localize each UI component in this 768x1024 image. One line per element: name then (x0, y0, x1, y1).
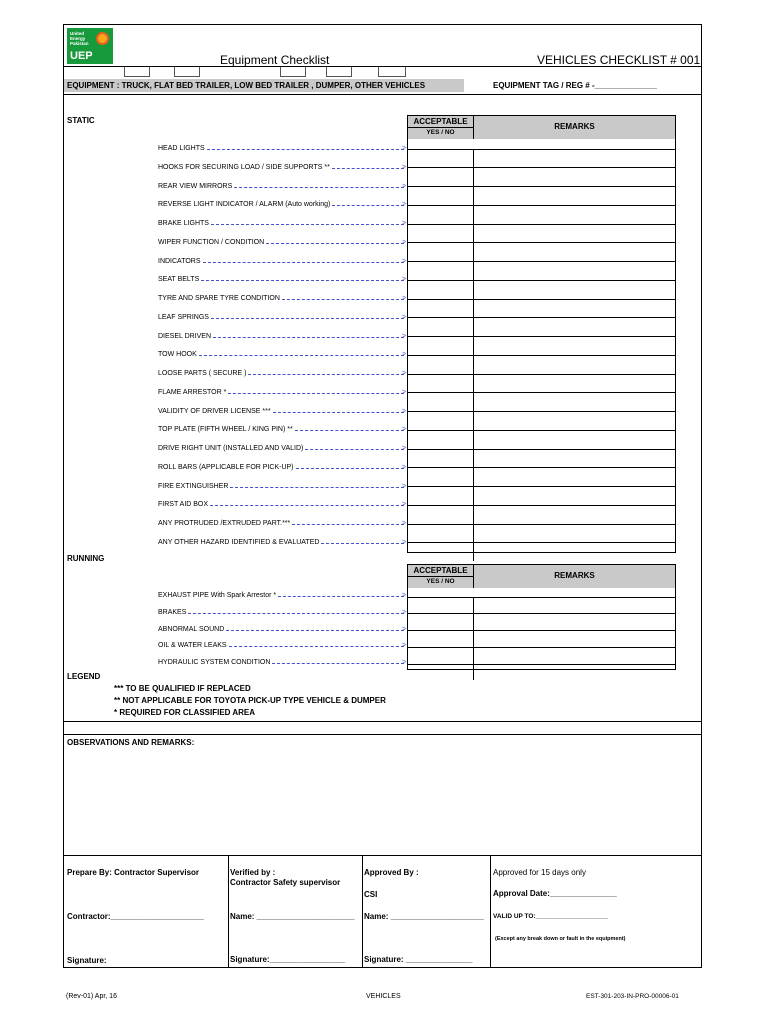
arrow-right-icon: > (402, 625, 407, 633)
legend-label: LEGEND (67, 672, 101, 681)
acceptable-cell[interactable] (408, 149, 474, 168)
running-yesno-header: YES / NO (408, 577, 474, 588)
static-section-label: STATIC (67, 116, 95, 125)
observations-divider (63, 734, 702, 735)
checklist-item-label: FLAME ARRESTOR * (158, 388, 227, 396)
checklist-item-label: EXHAUST PIPE With Spark Arrestor * (158, 592, 277, 599)
acceptable-cell[interactable] (408, 280, 474, 299)
acceptable-cell[interactable] (408, 664, 474, 681)
acceptable-cell[interactable] (408, 317, 474, 336)
acceptable-cell[interactable] (408, 647, 474, 664)
checklist-item-label: VALIDITY OF DRIVER LICENSE *** (158, 407, 271, 415)
remarks-cell[interactable] (475, 224, 675, 243)
acceptable-cell[interactable] (408, 205, 474, 224)
running-remarks-header: REMARKS (474, 565, 675, 588)
static-acceptable-header: ACCEPTABLE (408, 116, 474, 128)
leader-line (273, 412, 404, 413)
acceptable-cell[interactable] (408, 186, 474, 205)
csi-label: CSI (364, 890, 378, 899)
leader-line (234, 187, 404, 188)
signoff-divider (362, 855, 363, 968)
remarks-cell[interactable] (475, 261, 675, 280)
verified-by-label: Verified by : (230, 868, 276, 877)
arrow-right-icon: > (402, 592, 407, 599)
leader-line (203, 262, 404, 263)
checklist-item-label: REAR VIEW MIRRORS (158, 182, 233, 190)
leader-line (211, 224, 404, 225)
leader-line (296, 468, 404, 469)
acceptable-cell[interactable] (408, 242, 474, 261)
acceptable-cell[interactable] (408, 467, 474, 486)
checklist-number: VEHICLES CHECKLIST # 001 (537, 53, 701, 67)
leader-line (213, 337, 404, 338)
arrow-right-icon: > (402, 388, 407, 396)
leader-line (292, 524, 404, 525)
leader-line (278, 596, 404, 597)
name-field-1[interactable]: Name: ______________________ (230, 912, 355, 921)
acceptable-cell[interactable] (408, 597, 474, 614)
remarks-cell[interactable] (475, 647, 675, 664)
leader-line (305, 449, 404, 450)
remarks-cell[interactable] (475, 449, 675, 468)
remarks-cell[interactable] (475, 613, 675, 630)
arrow-right-icon: > (402, 407, 407, 415)
arrow-right-icon: > (402, 332, 407, 340)
legend-item: * REQUIRED FOR CLASSIFIED AREA (114, 708, 256, 717)
logo-company-text: United Energy Pakistan (70, 31, 89, 46)
remarks-cell[interactable] (475, 355, 675, 374)
header-tab (174, 67, 200, 77)
sun-icon (96, 32, 109, 45)
running-section-label: RUNNING (67, 554, 105, 563)
document-code: EST-301-203-IN-PRO-00006-01 (586, 993, 679, 1000)
acceptable-cell[interactable] (408, 224, 474, 243)
header-tab (326, 67, 352, 77)
checklist-item-label: HYDRAULIC SYSTEM CONDITION (158, 659, 271, 666)
remarks-cell[interactable] (475, 430, 675, 449)
acceptable-cell[interactable] (408, 524, 474, 543)
acceptable-cell[interactable] (408, 542, 474, 561)
checklist-item-label: ANY OTHER HAZARD IDENTIFIED & EVALUATED (158, 538, 320, 546)
header-tab (280, 67, 306, 77)
remarks-cell[interactable] (475, 336, 675, 355)
approval-period: Approved for 15 days only (493, 868, 586, 877)
acceptable-cell[interactable] (408, 505, 474, 524)
acceptable-cell[interactable] (408, 355, 474, 374)
remarks-cell[interactable] (475, 280, 675, 299)
signoff-top-border (63, 855, 702, 856)
leader-line (207, 149, 404, 150)
legend-divider (63, 721, 702, 722)
arrow-right-icon: > (402, 295, 407, 302)
arrow-right-icon: > (402, 351, 407, 359)
running-acceptable-header: ACCEPTABLE (408, 565, 474, 577)
acceptable-cell[interactable] (408, 374, 474, 393)
equipment-divider (63, 94, 702, 95)
arrow-right-icon: > (402, 445, 407, 452)
acceptable-cell[interactable] (408, 486, 474, 505)
checklist-item-label: DRIVE RIGHT UNIT (INSTALLED AND VALID) (158, 445, 304, 452)
arrow-right-icon: > (402, 145, 407, 152)
arrow-right-icon: > (402, 163, 407, 171)
revision-label: (Rev-01) Apr, 16 (66, 993, 117, 1000)
legend-item: *** TO BE QUALIFIED IF REPLACED (114, 684, 251, 693)
leader-line (272, 663, 404, 664)
arrow-right-icon: > (402, 608, 407, 616)
verified-role: Contractor Safety supervisor (230, 878, 341, 887)
arrow-right-icon: > (402, 642, 407, 650)
leader-line (188, 613, 404, 614)
form-title: Equipment Checklist (220, 53, 330, 67)
observations-label: OBSERVATIONS AND REMARKS: (67, 738, 195, 747)
arrow-right-icon: > (402, 520, 407, 527)
leader-line (248, 374, 404, 375)
equipment-tag-field[interactable]: EQUIPMENT TAG / REG # -______________ (493, 81, 657, 90)
remarks-cell[interactable] (475, 630, 675, 647)
checklist-item-label: OIL & WATER LEAKS (158, 642, 227, 650)
checklist-item-label: TOW HOOK (158, 351, 197, 359)
contractor-field[interactable]: Contractor:_____________________ (67, 912, 204, 921)
acceptable-cell[interactable] (408, 613, 474, 630)
arrow-right-icon: > (402, 201, 407, 209)
uep-logo (67, 28, 113, 64)
signoff-divider (490, 855, 491, 968)
arrow-right-icon: > (402, 257, 407, 265)
legend-item: ** NOT APPLICABLE FOR TOYOTA PICK-UP TYPE VEHICLE & DUMPER (114, 696, 386, 705)
remarks-cell[interactable] (475, 542, 675, 561)
valid-up-to-field[interactable]: VALID UP TO:____________________ (493, 913, 608, 920)
acceptable-cell[interactable] (408, 336, 474, 355)
acceptable-cell[interactable] (408, 261, 474, 280)
arrow-right-icon: > (402, 463, 407, 471)
signature-field-1[interactable]: Signature: (67, 956, 107, 965)
acceptable-cell[interactable] (408, 392, 474, 411)
checklist-item-label: BRAKES (158, 608, 187, 616)
acceptable-cell[interactable] (408, 411, 474, 430)
leader-line (295, 430, 404, 431)
checklist-item-label: TYRE AND SPARE TYRE CONDITION (158, 295, 280, 302)
remarks-cell[interactable] (475, 374, 675, 393)
arrow-right-icon: > (402, 182, 407, 190)
signature-field-3[interactable]: Signature: _______________ (364, 955, 473, 964)
arrow-right-icon: > (402, 238, 407, 246)
arrow-right-icon: > (402, 220, 407, 227)
checklist-item-label: TOP PLATE (FIFTH WHEEL / KING PIN) ** (158, 426, 293, 434)
acceptable-cell[interactable] (408, 299, 474, 318)
approval-date-field[interactable]: Approval Date:_______________ (493, 889, 617, 898)
remarks-cell[interactable] (475, 299, 675, 318)
leader-line (211, 318, 404, 319)
checklist-item-label: FIRST AID BOX (158, 501, 209, 509)
remarks-cell[interactable] (475, 317, 675, 336)
leader-line (230, 487, 404, 488)
leader-line (226, 630, 404, 631)
checklist-item-label: HOOKS FOR SECURING LOAD / SIDE SUPPORTS ** (158, 163, 330, 171)
leader-line (228, 393, 404, 394)
checklist-item-label: ROLL BARS (APPLICABLE FOR PICK-UP) (158, 463, 294, 471)
observations-area[interactable] (66, 750, 699, 852)
arrow-right-icon: > (402, 482, 407, 490)
checklist-item-label: LEAF SPRINGS (158, 313, 209, 321)
remarks-cell[interactable] (475, 486, 675, 505)
leader-line (332, 205, 404, 206)
remarks-cell[interactable] (475, 167, 675, 186)
remarks-cell[interactable] (475, 664, 675, 681)
running-table (407, 564, 676, 670)
checklist-item-label: HEAD LIGHTS (158, 145, 205, 152)
arrow-right-icon: > (402, 370, 407, 377)
header-tab (124, 67, 150, 77)
equipment-types: EQUIPMENT : TRUCK, FLAT BED TRAILER, LOW BED TRAILER , DUMPER, OTHER VEHICLES (64, 79, 464, 92)
leader-line (201, 280, 404, 281)
arrow-right-icon: > (402, 426, 407, 434)
acceptable-cell[interactable] (408, 430, 474, 449)
checklist-item-label: LOOSE PARTS ( SECURE ) (158, 370, 247, 377)
static-remarks-header: REMARKS (474, 116, 675, 139)
approval-exception-note: (Except any break down or fault in the equipment) (495, 936, 626, 942)
arrow-right-icon: > (402, 276, 407, 284)
remarks-cell[interactable] (475, 505, 675, 524)
leader-line (321, 543, 404, 544)
leader-line (332, 168, 404, 169)
leader-line (210, 505, 404, 506)
leader-line (282, 299, 404, 300)
footer-center-label: VEHICLES (366, 993, 401, 1000)
leader-line (199, 355, 404, 356)
remarks-cell[interactable] (475, 242, 675, 261)
logo-uep-text: UEP (70, 50, 93, 62)
remarks-cell[interactable] (475, 524, 675, 543)
remarks-cell[interactable] (475, 186, 675, 205)
arrow-right-icon: > (402, 538, 407, 546)
header-tab (378, 67, 406, 77)
arrow-right-icon: > (402, 313, 407, 321)
approved-by-label: Approved By : (364, 868, 419, 877)
acceptable-cell[interactable] (408, 449, 474, 468)
signature-field-2[interactable]: Signature:_________________ (230, 955, 346, 964)
checklist-item-label: INDICATORS (158, 257, 201, 265)
remarks-cell[interactable] (475, 597, 675, 614)
acceptable-cell[interactable] (408, 630, 474, 647)
remarks-cell[interactable] (475, 411, 675, 430)
arrow-right-icon: > (402, 659, 407, 666)
leader-line (266, 243, 404, 244)
remarks-cell[interactable] (475, 392, 675, 411)
acceptable-cell[interactable] (408, 167, 474, 186)
checklist-item-label: ABNORMAL SOUND (158, 625, 225, 633)
checklist-item-label: ANY PROTRUDED /EXTRUDED PART.*** (158, 520, 291, 527)
remarks-cell[interactable] (475, 149, 675, 168)
signoff-divider (228, 855, 229, 968)
checklist-item-label: DIESEL DRIVEN (158, 332, 212, 340)
name-field-2[interactable]: Name: _____________________ (364, 912, 485, 921)
remarks-cell[interactable] (475, 467, 675, 486)
static-yesno-header: YES / NO (408, 128, 474, 139)
prepared-by-label: Prepare By: Contractor Supervisor (67, 868, 200, 877)
checklist-item-label: SEAT BELTS (158, 276, 200, 284)
checklist-item-label: BRAKE LIGHTS (158, 220, 209, 227)
leader-line (229, 646, 404, 647)
checklist-item-label: FIRE EXTINGUISHER (158, 482, 229, 490)
arrow-right-icon: > (402, 501, 407, 509)
remarks-cell[interactable] (475, 205, 675, 224)
static-table (407, 115, 676, 553)
checklist-item-label: WIPER FUNCTION / CONDITION (158, 238, 265, 246)
checklist-item-label: REVERSE LIGHT INDICATOR / ALARM (Auto working) (158, 201, 331, 209)
